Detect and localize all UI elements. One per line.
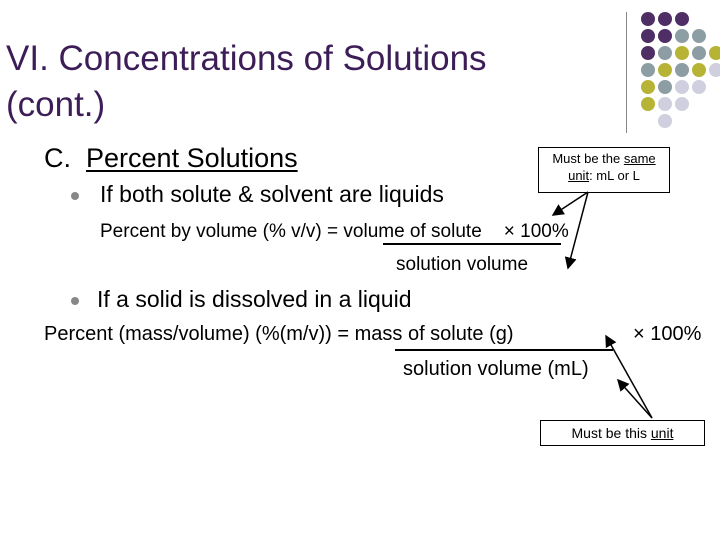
callout-underlined-text: unit: [568, 168, 590, 183]
section-prefix: C.: [44, 143, 71, 173]
callout-text: Must be this: [571, 425, 651, 441]
arrow-to-milliliters: [618, 380, 652, 418]
formula-lhs: Percent (mass/volume) (%(m/v)) =: [44, 323, 355, 345]
callout-text: : mL or L: [589, 168, 640, 183]
callout-underlined-text: unit: [650, 425, 674, 441]
callout-underlined-text: same: [623, 151, 656, 166]
formula-multiplier: × 100%: [633, 323, 702, 345]
formula-denominator: solution volume (mL): [403, 358, 589, 380]
title-line-2: (cont.): [6, 85, 106, 124]
formula-denominator: solution volume: [396, 254, 529, 275]
bullet-solid-text: If a solid is dissolved in a liquid: [97, 286, 412, 312]
title-line-1: VI. Concentrations of Solutions: [6, 39, 487, 78]
formula-multiplier: × 100%: [503, 221, 569, 242]
arrow-to-grams: [606, 336, 652, 418]
callout-text: Must be the: [552, 151, 624, 166]
bullet-liquids-text: If both solute & solvent are liquids: [100, 181, 444, 207]
formula-lhs: Percent by volume (% v/v) =: [100, 221, 344, 242]
section-heading-text: Percent Solutions: [86, 143, 298, 173]
formula-numerator: volume of solute: [343, 221, 482, 242]
formula-numerator: mass of solute (g): [354, 323, 514, 345]
